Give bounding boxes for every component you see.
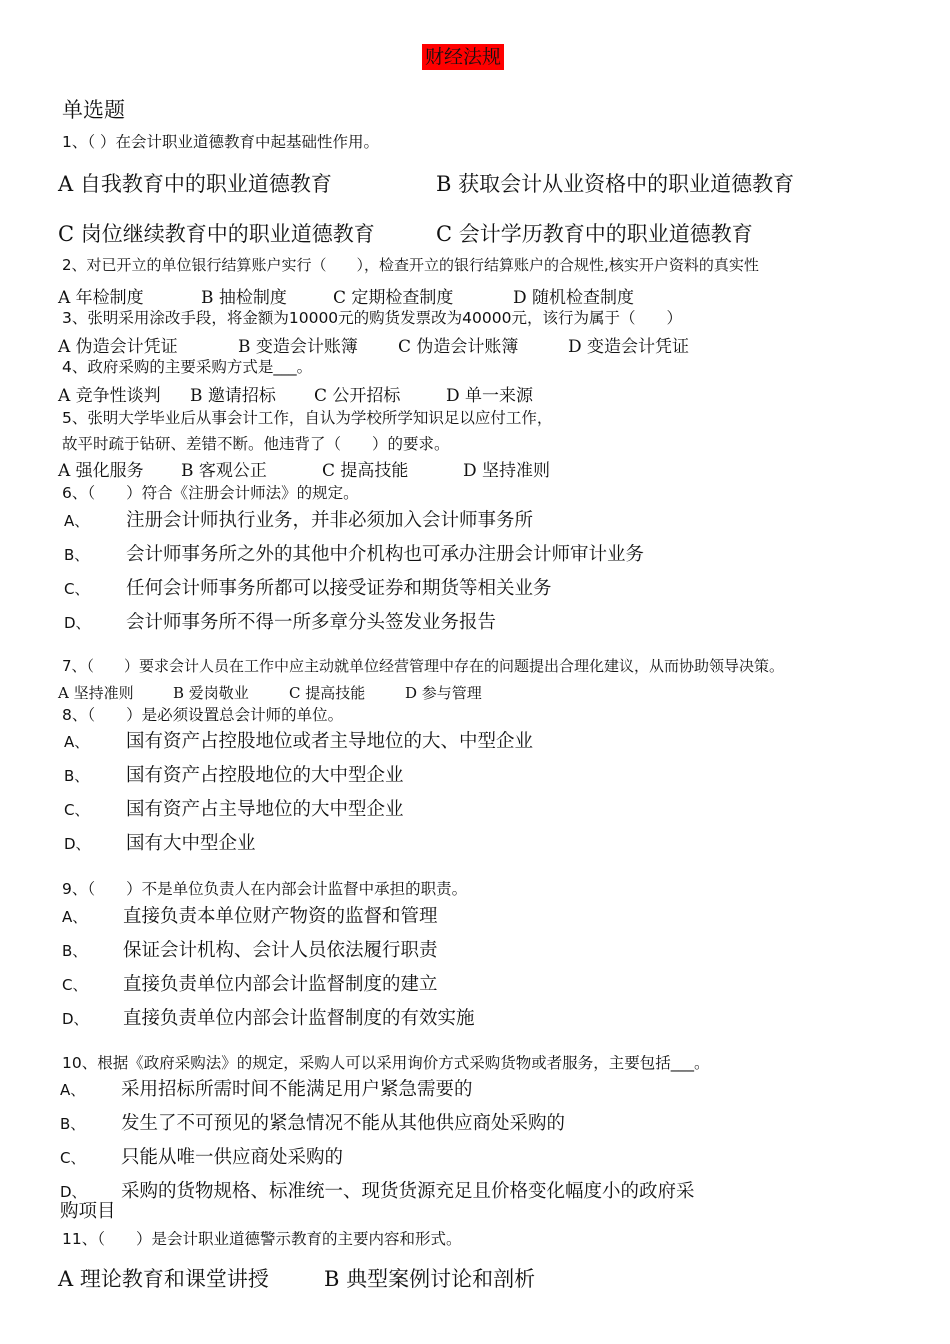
q9-option-a-label: A、 [62,908,88,926]
page-title: 财经法规 [422,44,504,70]
q1-option-c1: C 岗位继续教育中的职业道德教育 [58,222,375,246]
question-3-stem: 3、张明采用涂改手段，将金额为10000元的购货发票改为40000元，该行为属于（ ） [62,309,682,327]
q7-option-c: C 提高技能 [289,684,366,702]
question-4-stem: 4、政府采购的主要采购方式是___。 [62,358,313,376]
q2-option-b: B 抽检制度 [201,288,287,308]
q9-option-b-text: 保证会计机构、会计人员依法履行职责 [123,940,438,961]
q5-option-a: A 强化服务 [58,461,144,481]
q11-option-b: B 典型案例讨论和剖析 [324,1267,536,1291]
q10-option-b-label: B、 [60,1115,86,1133]
question-7-stem: 7、（ ）要求会计人员在工作中应主动就单位经营管理中存在的问题提出合理化建议，从而协助领导决策。 [62,657,785,675]
q2-option-d: D 随机检查制度 [513,288,635,308]
q10-option-d-label: D、 [60,1183,87,1201]
question-1-stem: 1、（ ）在会计职业道德教育中起基础性作用。 [62,133,380,151]
q6-option-b-text: 会计师事务所之外的其他中介机构也可承办注册会计师审计业务 [126,544,645,565]
q8-option-a-text: 国有资产占控股地位或者主导地位的大、中型企业 [126,731,534,752]
question-5-stem-line1: 5、张明大学毕业后从事会计工作，自认为学校所学知识足以应付工作， [62,409,553,427]
q7-option-b: B 爱岗敬业 [173,684,249,702]
q3-option-d: D 变造会计凭证 [568,337,690,357]
q8-option-d-label: D、 [64,835,91,853]
q1-option-c2: C 会计学历教育中的职业道德教育 [436,222,753,246]
q2-option-a: A 年检制度 [58,288,144,308]
q8-option-b-text: 国有资产占控股地位的大中型企业 [126,765,404,786]
question-8-stem: 8、（ ）是必须设置总会计师的单位。 [62,706,344,724]
q4-option-d: D 单一来源 [446,386,534,406]
q2-option-c: C 定期检查制度 [333,288,454,308]
question-11-stem: 11、（ ）是会计职业道德警示教育的主要内容和形式。 [62,1230,462,1248]
q6-option-c-text: 任何会计师事务所都可以接受证券和期货等相关业务 [126,578,552,599]
q5-option-d: D 坚持准则 [463,461,551,481]
q6-option-d-label: D、 [64,614,91,632]
q4-option-c: C 公开招标 [314,386,401,406]
q6-option-d-text: 会计师事务所不得一所多章分头签发业务报告 [126,612,497,633]
q9-option-b-label: B、 [62,942,88,960]
question-6-stem: 6、（ ）符合《注册会计师法》的规定。 [62,484,359,502]
q1-option-a: A 自我教育中的职业道德教育 [58,172,332,196]
q8-option-b-label: B、 [64,767,90,785]
q3-option-b: B 变造会计账簿 [238,337,358,357]
q8-option-c-text: 国有资产占主导地位的大中型企业 [126,799,404,820]
q5-option-b: B 客观公正 [181,461,267,481]
q8-option-c-label: C、 [64,801,90,819]
q9-option-c-label: C、 [62,976,88,994]
q10-option-d-text: 采购的货物规格、标准统一、现货货源充足且价格变化幅度小的政府采 [121,1181,695,1202]
question-9-stem: 9、（ ）不是单位负责人在内部会计监督中承担的职责。 [62,880,468,898]
q1-option-b: B 获取会计从业资格中的职业道德教育 [436,172,795,196]
q4-option-b: B 邀请招标 [190,386,276,406]
q11-option-a: A 理论教育和课堂讲授 [58,1267,269,1291]
q8-option-a-label: A、 [64,733,90,751]
q9-option-d-label: D、 [62,1010,89,1028]
q3-option-c: C 伪造会计账簿 [398,337,519,357]
q7-option-a: A 坚持准则 [58,684,134,702]
question-2-stem: 2、对已开立的单位银行结算账户实行（ ），检查开立的银行结算账户的合规性,核实开户资料的真实性 [62,256,759,274]
q9-option-c-text: 直接负责单位内部会计监督制度的建立 [123,974,438,995]
q6-option-a-text: 注册会计师执行业务，并非必须加入会计师事务所 [126,510,534,531]
q6-option-c-label: C、 [64,580,90,598]
q3-option-a: A 伪造会计凭证 [58,337,178,357]
q9-option-a-text: 直接负责本单位财产物资的监督和管理 [123,906,438,927]
question-5-stem-line2: 故平时疏于钻研、差错不断。他违背了（ ）的要求。 [62,435,450,453]
section-heading: 单选题 [62,98,125,122]
q8-option-d-text: 国有大中型企业 [126,833,256,854]
q10-option-a-text: 采用招标所需时间不能满足用户紧急需要的 [121,1079,473,1100]
q7-option-d: D 参与管理 [405,684,482,702]
q6-option-a-label: A、 [64,512,90,530]
q10-option-c-label: C、 [60,1149,86,1167]
q10-option-d-wrap: 购项目 [60,1201,116,1222]
q10-option-b-text: 发生了不可预见的紧急情况不能从其他供应商处采购的 [121,1113,566,1134]
q5-option-c: C 提高技能 [322,461,409,481]
q6-option-b-label: B、 [64,546,90,564]
q10-option-c-text: 只能从唯一供应商处采购的 [121,1147,344,1168]
question-10-stem: 10、根据《政府采购法》的规定，采购人可以采用询价方式采购货物或者服务，主要包括___。 [62,1054,710,1072]
q4-option-a: A 竞争性谈判 [58,386,161,406]
q9-option-d-text: 直接负责单位内部会计监督制度的有效实施 [123,1008,475,1029]
q10-option-a-label: A、 [60,1081,86,1099]
